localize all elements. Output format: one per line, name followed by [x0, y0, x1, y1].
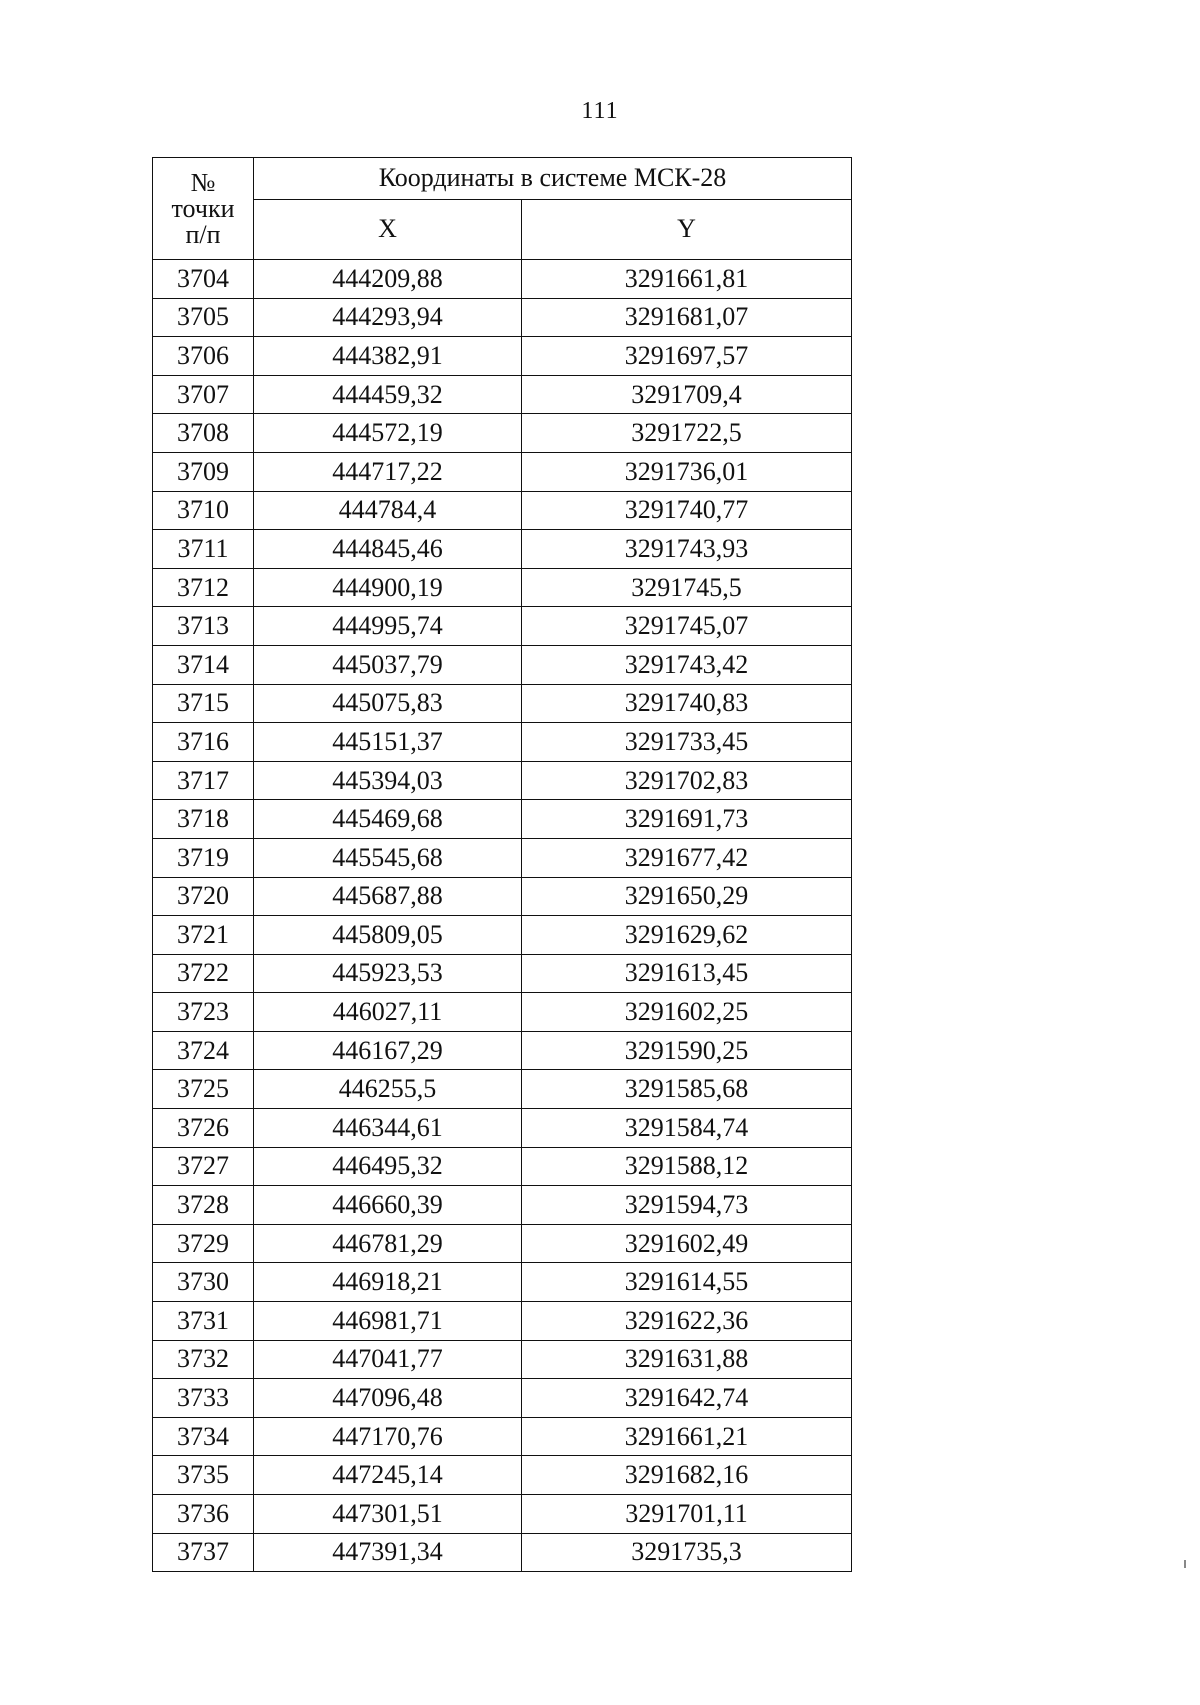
cell-point-number: 3719 — [153, 838, 254, 877]
cell-point-number: 3721 — [153, 916, 254, 955]
cell-x: 446495,32 — [254, 1147, 522, 1186]
cell-point-number: 3730 — [153, 1263, 254, 1302]
cell-x: 447245,14 — [254, 1456, 522, 1495]
cell-x: 444995,74 — [254, 607, 522, 646]
cell-y: 3291740,83 — [522, 684, 852, 723]
cell-y: 3291702,83 — [522, 761, 852, 800]
cell-y: 3291661,81 — [522, 260, 852, 299]
cell-x: 445151,37 — [254, 723, 522, 762]
table-row — [153, 993, 852, 1032]
cell-y: 3291743,42 — [522, 645, 852, 684]
cell-x: 446167,29 — [254, 1031, 522, 1070]
cell-y: 3291682,16 — [522, 1456, 852, 1495]
table-row — [153, 414, 852, 453]
cell-x: 447301,51 — [254, 1495, 522, 1534]
cell-point-number: 3725 — [153, 1070, 254, 1109]
header-pp: п/п — [185, 219, 221, 249]
cell-y: 3291745,07 — [522, 607, 852, 646]
table-row — [153, 838, 852, 877]
table-row — [153, 1186, 852, 1225]
cell-x: 445687,88 — [254, 877, 522, 916]
table-row — [153, 1340, 852, 1379]
table-row — [153, 1456, 852, 1495]
cell-x: 446344,61 — [254, 1109, 522, 1148]
table-row — [153, 1302, 852, 1341]
table-row — [153, 1417, 852, 1456]
cell-point-number: 3722 — [153, 954, 254, 993]
cell-y: 3291590,25 — [522, 1031, 852, 1070]
cell-x: 444784,4 — [254, 491, 522, 530]
cell-x: 446918,21 — [254, 1263, 522, 1302]
cell-point-number: 3713 — [153, 607, 254, 646]
cell-y: 3291697,57 — [522, 337, 852, 376]
cell-point-number: 3735 — [153, 1456, 254, 1495]
cell-point-number: 3734 — [153, 1417, 254, 1456]
cell-y: 3291602,49 — [522, 1224, 852, 1263]
cell-y: 3291701,11 — [522, 1495, 852, 1534]
cell-point-number: 3733 — [153, 1379, 254, 1418]
cell-point-number: 3737 — [153, 1533, 254, 1572]
cell-y: 3291584,74 — [522, 1109, 852, 1148]
cell-y: 3291733,45 — [522, 723, 852, 762]
cell-point-number: 3720 — [153, 877, 254, 916]
cell-y: 3291613,45 — [522, 954, 852, 993]
table-row — [153, 1495, 852, 1534]
cell-point-number: 3716 — [153, 723, 254, 762]
table-row — [153, 452, 852, 491]
cell-x: 445394,03 — [254, 761, 522, 800]
table-row — [153, 800, 852, 839]
cell-point-number: 3705 — [153, 298, 254, 337]
table-row — [153, 298, 852, 337]
cell-x: 446660,39 — [254, 1186, 522, 1225]
cell-y: 3291722,5 — [522, 414, 852, 453]
table-row — [153, 1031, 852, 1070]
cell-x: 445469,68 — [254, 800, 522, 839]
table-row — [153, 877, 852, 916]
table-row — [153, 1379, 852, 1418]
cell-x: 445809,05 — [254, 916, 522, 955]
table-row — [153, 761, 852, 800]
table-row — [153, 375, 852, 414]
cell-y: 3291622,36 — [522, 1302, 852, 1341]
header-point-number — [153, 158, 254, 260]
cell-x: 447041,77 — [254, 1340, 522, 1379]
page-number: 111 — [581, 98, 619, 124]
cell-point-number: 3726 — [153, 1109, 254, 1148]
cell-point-number: 3731 — [153, 1302, 254, 1341]
table-row — [153, 530, 852, 569]
cell-point-number: 3708 — [153, 414, 254, 453]
header-y: Y — [522, 199, 852, 259]
cell-point-number: 3727 — [153, 1147, 254, 1186]
cell-y: 3291677,42 — [522, 838, 852, 877]
cell-x: 447391,34 — [254, 1533, 522, 1572]
cell-x: 444209,88 — [254, 260, 522, 299]
cell-y: 3291736,01 — [522, 452, 852, 491]
cell-x: 446981,71 — [254, 1302, 522, 1341]
header-number-sign: № — [190, 167, 216, 197]
cell-y: 3291681,07 — [522, 298, 852, 337]
table-body — [153, 260, 852, 1572]
cell-point-number: 3717 — [153, 761, 254, 800]
cell-x: 444459,32 — [254, 375, 522, 414]
table-row — [153, 916, 852, 955]
cell-y: 3291602,25 — [522, 993, 852, 1032]
cell-x: 447096,48 — [254, 1379, 522, 1418]
cell-point-number: 3723 — [153, 993, 254, 1032]
cell-y: 3291594,73 — [522, 1186, 852, 1225]
table-row — [153, 1109, 852, 1148]
cell-y: 3291629,62 — [522, 916, 852, 955]
cell-y: 3291650,29 — [522, 877, 852, 916]
table-row — [153, 1147, 852, 1186]
cell-x: 444293,94 — [254, 298, 522, 337]
cell-point-number: 3724 — [153, 1031, 254, 1070]
cell-x: 447170,76 — [254, 1417, 522, 1456]
table-row — [153, 1533, 852, 1572]
cell-y: 3291745,5 — [522, 568, 852, 607]
table-row — [153, 260, 852, 299]
cell-point-number: 3729 — [153, 1224, 254, 1263]
cell-x: 446781,29 — [254, 1224, 522, 1263]
cell-point-number: 3732 — [153, 1340, 254, 1379]
table-row — [153, 337, 852, 376]
cell-point-number: 3715 — [153, 684, 254, 723]
cell-point-number: 3736 — [153, 1495, 254, 1534]
cell-y: 3291709,4 — [522, 375, 852, 414]
cell-x: 444382,91 — [254, 337, 522, 376]
cell-point-number: 3709 — [153, 452, 254, 491]
header-point-word: точки — [171, 193, 235, 223]
cell-y: 3291661,21 — [522, 1417, 852, 1456]
cell-x: 444572,19 — [254, 414, 522, 453]
table-row — [153, 684, 852, 723]
cell-x: 444900,19 — [254, 568, 522, 607]
cell-y: 3291588,12 — [522, 1147, 852, 1186]
table-row — [153, 723, 852, 762]
cell-point-number: 3706 — [153, 337, 254, 376]
table-row — [153, 1224, 852, 1263]
cell-y: 3291642,74 — [522, 1379, 852, 1418]
cell-y: 3291614,55 — [522, 1263, 852, 1302]
cell-y: 3291740,77 — [522, 491, 852, 530]
table-row — [153, 568, 852, 607]
table-row — [153, 1070, 852, 1109]
scan-speck — [1184, 1560, 1186, 1568]
header-x: X — [254, 199, 522, 259]
cell-x: 445075,83 — [254, 684, 522, 723]
cell-point-number: 3728 — [153, 1186, 254, 1225]
header-coordinate-system: Координаты в системе МСК-28 — [254, 158, 852, 200]
cell-point-number: 3711 — [153, 530, 254, 569]
cell-x: 445037,79 — [254, 645, 522, 684]
table-row — [153, 645, 852, 684]
cell-x: 446255,5 — [254, 1070, 522, 1109]
cell-y: 3291743,93 — [522, 530, 852, 569]
cell-x: 444717,22 — [254, 452, 522, 491]
cell-point-number: 3707 — [153, 375, 254, 414]
cell-point-number: 3718 — [153, 800, 254, 839]
cell-x: 445923,53 — [254, 954, 522, 993]
table-row — [153, 607, 852, 646]
table-row — [153, 1263, 852, 1302]
coordinates-table — [152, 157, 852, 1572]
cell-y: 3291691,73 — [522, 800, 852, 839]
cell-point-number: 3710 — [153, 491, 254, 530]
cell-point-number: 3704 — [153, 260, 254, 299]
cell-y: 3291631,88 — [522, 1340, 852, 1379]
cell-x: 446027,11 — [254, 993, 522, 1032]
table-row — [153, 954, 852, 993]
cell-y: 3291735,3 — [522, 1533, 852, 1572]
cell-x: 445545,68 — [254, 838, 522, 877]
cell-point-number: 3714 — [153, 645, 254, 684]
cell-y: 3291585,68 — [522, 1070, 852, 1109]
cell-x: 444845,46 — [254, 530, 522, 569]
table-row — [153, 491, 852, 530]
cell-point-number: 3712 — [153, 568, 254, 607]
